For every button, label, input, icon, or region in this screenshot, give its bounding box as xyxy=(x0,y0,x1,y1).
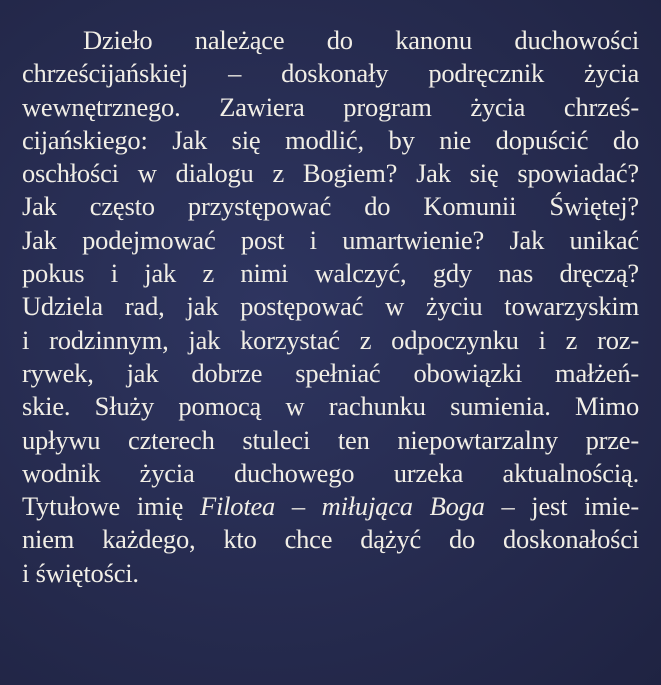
book-description xyxy=(22,24,639,590)
book-title-italic: Filotea – miłująca Boga xyxy=(199,491,485,522)
text-line: cijańskiego: Jak się modlić, by nie dopuścić do xyxy=(22,124,639,155)
text-line: Dzieło należące do kanonu duchowości xyxy=(83,25,639,55)
text-line: pokus i jak z nimi walczyć, gdy nas dręczą? xyxy=(22,258,639,289)
text-line: chrześcijańskiej – doskonały podręcznik życia xyxy=(22,58,639,89)
text-line: oschłości w dialogu z Bogiem? Jak się spowiadać? xyxy=(22,158,639,189)
text-line: skie. Służy pomocą w rachunku sumienia. Mimo xyxy=(22,391,639,422)
text-line: niem każdego, kto chce dążyć do doskonałości xyxy=(22,524,639,555)
text-line: Jak podejmować post i umartwienie? Jak unikać xyxy=(22,224,639,255)
title-line-after: – jest imie- xyxy=(484,491,639,522)
text-line: Jak często przystępować do Komunii Świętej? xyxy=(22,191,639,222)
text-line: upływu czterech stuleci ten niepowtarzalny prze- xyxy=(22,424,639,455)
title-line-before: Tytułowe imię xyxy=(22,491,200,522)
text-line: Udziela rad, jak postępować w życiu towarzyskim xyxy=(22,291,639,322)
text-line: i świętości. xyxy=(22,557,139,588)
text-line: rywek, jak dobrze spełniać obowiązki małżeń- xyxy=(22,357,639,388)
text-line: wodnik życia duchowego urzeka aktualnością. xyxy=(22,457,639,488)
text-line: wewnętrznego. Zawiera program życia chrześ- xyxy=(22,91,639,122)
title-mention-line xyxy=(22,490,639,523)
text-line: i rodzinnym, jak korzystać z odpoczynku i z roz- xyxy=(22,324,639,355)
